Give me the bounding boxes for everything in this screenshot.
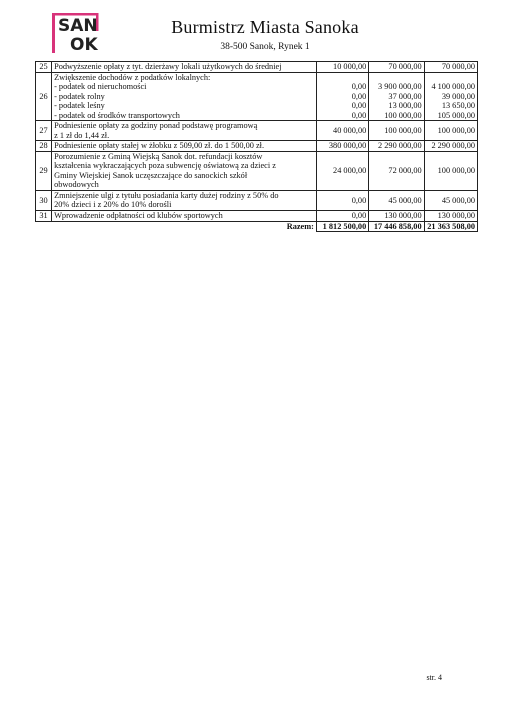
amount-cell: [369, 210, 424, 221]
amount-value: 70 000,00: [388, 62, 422, 71]
description-line: Podwyższenie opłaty z tyt. dzierżawy lokali użytkowych do średniej: [54, 62, 282, 71]
table-row: [36, 62, 478, 73]
total-row: [36, 221, 478, 232]
total-amount: 1 812 500,00: [316, 221, 368, 232]
cost-table: [35, 61, 478, 232]
amount-value: 100 000,00: [384, 125, 422, 135]
row-number: 28: [36, 141, 52, 152]
amount-value: 40 000,00: [333, 125, 367, 135]
amount-line: 3 900 000,00: [378, 82, 422, 92]
amount-cell: [424, 210, 477, 221]
table-row: [36, 141, 478, 152]
table-row: [36, 72, 478, 121]
amount-value: 10 000,00: [333, 62, 367, 71]
amount-cell: [316, 210, 368, 221]
amount-line: 39 000,00: [441, 91, 475, 101]
amount-value: 70 000,00: [441, 62, 475, 71]
row-description: [52, 62, 317, 73]
total-amount: 21 363 508,00: [424, 221, 477, 232]
amount-line: 0,00: [351, 110, 367, 120]
row-description: [52, 190, 317, 210]
amount-value: 130 000,00: [437, 210, 475, 220]
description-line: z 1 zł do 1,44 zł.: [54, 130, 110, 140]
description-line: - podatek rolny: [54, 91, 105, 101]
table-row: [36, 190, 478, 210]
amount-value: 2 290 000,00: [431, 141, 475, 151]
row-number: 29: [36, 151, 52, 190]
amount-line: 0,00: [351, 91, 367, 101]
description-line: Podniesienie opłaty stałej w żłobku z 509,00 zł. do 1 500,00 zł.: [54, 141, 265, 151]
sanok-logo: [50, 10, 102, 56]
amount-value: 380 000,00: [328, 141, 367, 151]
table-row: [36, 151, 478, 190]
page-address: 38-500 Sanok, Rynek 1: [220, 42, 310, 52]
table-row: [36, 121, 478, 141]
amount-line: 13 650,00: [441, 101, 475, 111]
amount-line: 0,00: [351, 101, 367, 111]
amount-cell: [369, 141, 424, 152]
description-line: Zmniejszenie ulgi z tytułu posiadania karty dużej rodziny z 50% do: [54, 190, 279, 200]
description-line: - podatek od nieruchomości: [54, 82, 147, 92]
amount-line: 13 000,00: [388, 101, 422, 111]
description-line: obwodowych: [54, 180, 99, 190]
description-line: Zwiększenie dochodów z podatków lokalnych:: [54, 72, 211, 82]
amount-line: 4 100 000,00: [431, 82, 475, 92]
row-number: 31: [36, 210, 52, 221]
amount-cell: [369, 151, 424, 190]
row-description: [52, 210, 317, 221]
description-line: Wprowadzenie odpłatności od klubów sportowych: [54, 210, 223, 220]
row-description: [52, 72, 317, 121]
logo-text-top: SAN: [58, 16, 98, 36]
amount-line: 37 000,00: [388, 91, 422, 101]
row-description: [52, 151, 317, 190]
row-number: 25: [36, 62, 52, 73]
amount-value: 24 000,00: [333, 166, 367, 176]
amount-cell: [424, 121, 477, 141]
amount-value: 100 000,00: [437, 125, 475, 135]
amount-cell: [316, 190, 368, 210]
description-line: Podniesienie opłaty za godziny ponad podstawę programową: [54, 121, 258, 131]
row-number: 30: [36, 190, 52, 210]
description-line: - podatek leśny: [54, 101, 105, 111]
amount-cell: [369, 190, 424, 210]
table-row: [36, 210, 478, 221]
description-line: - podatek od środków transportowych: [54, 110, 180, 120]
description-line: Porozumienie z Gminą Wiejską Sanok dot. refundacji kosztów: [54, 151, 263, 161]
amount-cell: [316, 121, 368, 141]
amount-value: 130 000,00: [384, 210, 422, 220]
amount-line: [427, 73, 475, 83]
amount-cell: [369, 121, 424, 141]
description-line: 20% dzieci i z 20% do 10% dorośli: [54, 200, 172, 210]
amount-cell: [316, 72, 368, 121]
amount-value: 45 000,00: [441, 195, 475, 205]
logo-text-bottom: OK: [70, 35, 98, 55]
amount-line: [319, 73, 366, 83]
amount-cell: [424, 151, 477, 190]
amount-cell: [369, 72, 424, 121]
amount-value: 45 000,00: [388, 195, 422, 205]
row-description: [52, 121, 317, 141]
description-line: Gminy Wiejskiej Sanok uczęszczające do sanockich szkół: [54, 170, 248, 180]
row-description: [52, 141, 317, 152]
amount-line: [371, 73, 421, 83]
amount-cell: [316, 141, 368, 152]
amount-value: 0,00: [351, 210, 367, 220]
amount-cell: [424, 72, 477, 121]
row-number: 27: [36, 121, 52, 141]
amount-cell: [316, 151, 368, 190]
page-title: Burmistrz Miasta Sanoka: [171, 17, 359, 37]
amount-cell: [369, 62, 424, 73]
amount-cell: [316, 62, 368, 73]
amount-cell: [424, 62, 477, 73]
amount-value: 0,00: [351, 195, 367, 205]
amount-value: 100 000,00: [437, 166, 475, 176]
row-number: 26: [36, 72, 52, 121]
total-amount: 17 446 858,00: [369, 221, 424, 232]
amount-value: 2 290 000,00: [378, 141, 422, 151]
amount-line: 105 000,00: [437, 110, 475, 120]
amount-line: 0,00: [351, 82, 367, 92]
total-label: Razem:: [36, 221, 317, 232]
page-number: str. 4: [426, 673, 442, 682]
amount-value: 72 000,00: [388, 166, 422, 176]
amount-cell: [424, 190, 477, 210]
amount-cell: [424, 141, 477, 152]
amount-line: 100 000,00: [384, 110, 422, 120]
description-line: kształcenia wykraczających poza subwencję oświatową za dzieci z: [54, 161, 276, 171]
